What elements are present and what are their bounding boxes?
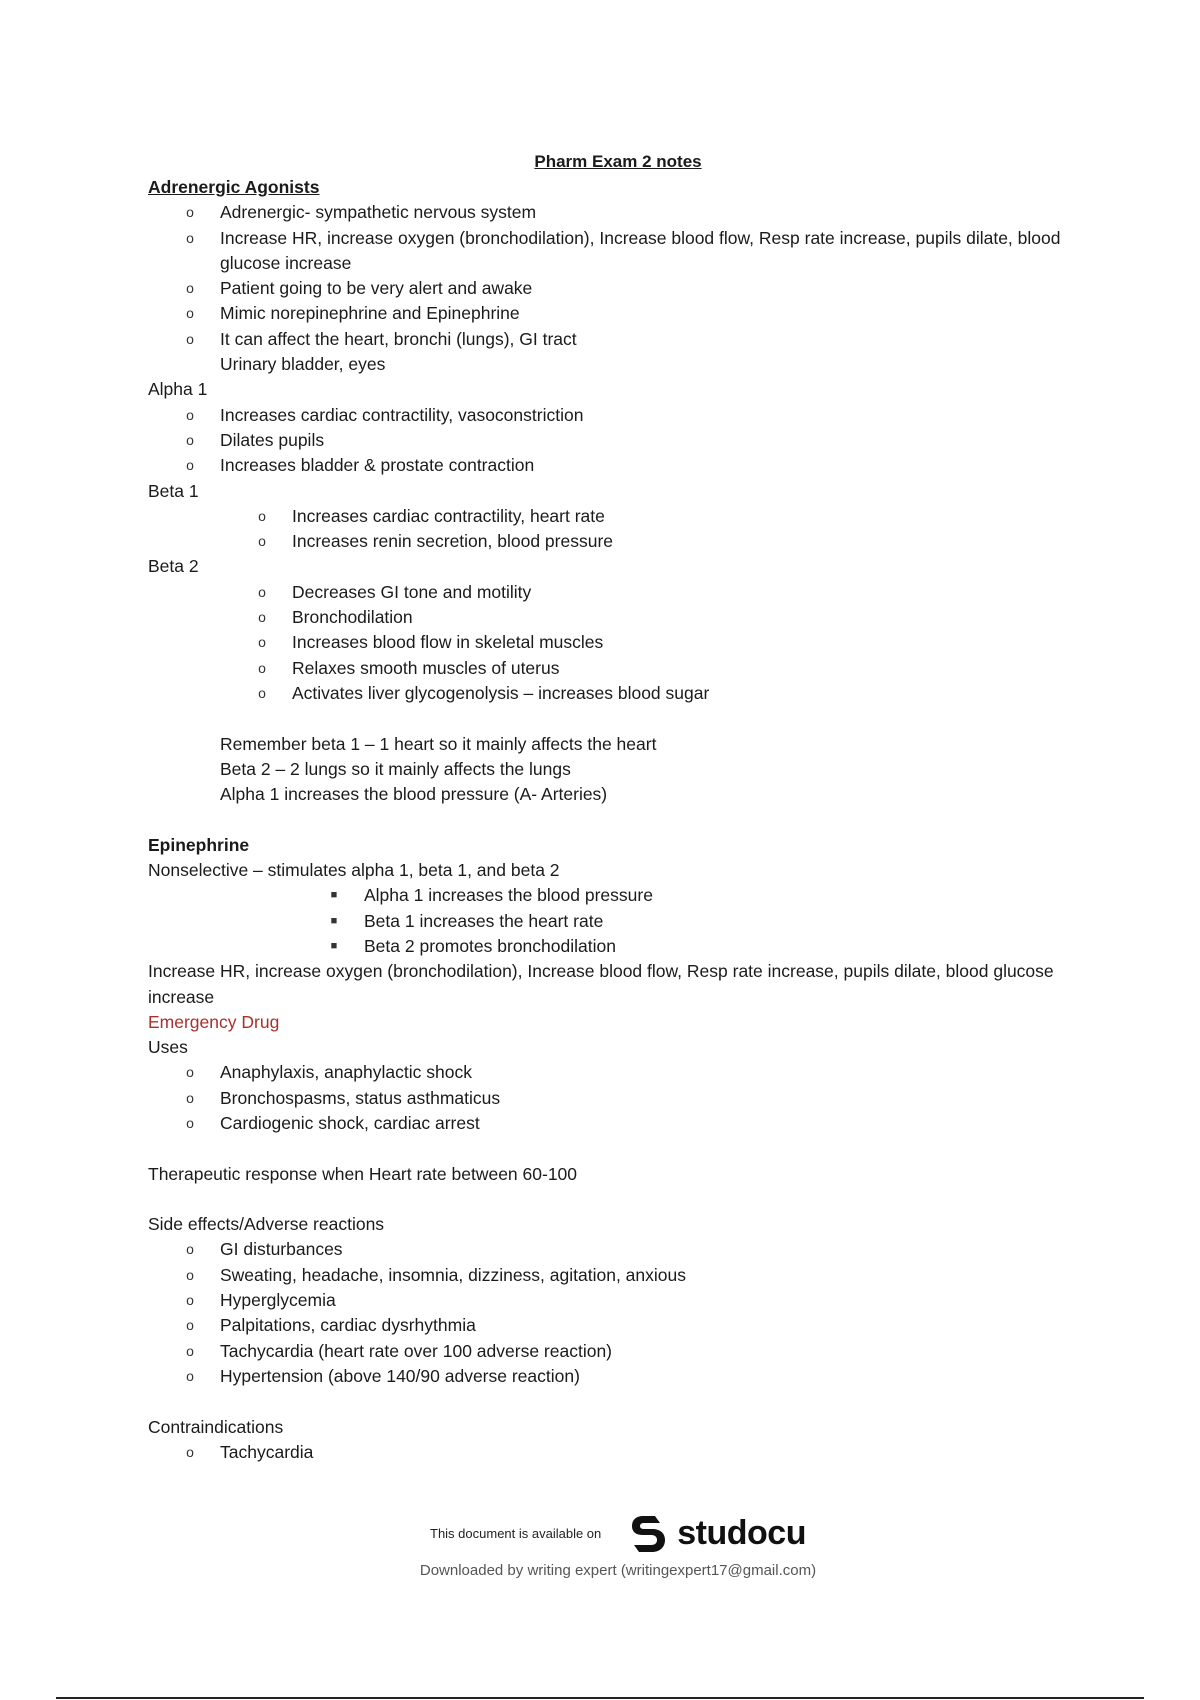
- list-item: o Increases blood flow in skeletal muscles: [148, 630, 1068, 655]
- contraindications-list: [148, 1440, 1068, 1465]
- circle-bullet-icon: o: [186, 330, 194, 347]
- downloaded-by-text: Downloaded by writing expert (writingexpert17@gmail.com): [419, 1562, 817, 1579]
- circle-bullet-icon: o: [186, 457, 194, 474]
- circle-bullet-icon: o: [258, 684, 266, 701]
- list-item: o Patient going to be very alert and awake: [148, 276, 1068, 301]
- list-item: o Increases renin secretion, blood pressure: [148, 529, 1068, 554]
- list-item: o Tachycardia (heart rate over 100 adverse reaction): [148, 1339, 1068, 1364]
- beta2-list: [148, 580, 1068, 706]
- circle-bullet-icon: o: [186, 280, 194, 297]
- circle-bullet-icon: o: [186, 1089, 194, 1106]
- side-effects-heading: Side effects/Adverse reactions: [148, 1214, 385, 1235]
- list-item: ■ Alpha 1 increases the blood pressure: [148, 883, 1068, 908]
- studocu-footer: [0, 1510, 1200, 1579]
- circle-bullet-icon: o: [258, 634, 266, 651]
- spacer: [148, 1136, 1068, 1161]
- list-item: ■ Beta 2 promotes bronchodilation: [148, 934, 1068, 959]
- list-item: o It can affect the heart, bronchi (lungs), GI tract: [148, 327, 1068, 352]
- circle-bullet-icon: o: [186, 1292, 194, 1309]
- list-item: o Adrenergic- sympathetic nervous system: [148, 200, 1068, 225]
- side-effects-list: [148, 1237, 1068, 1389]
- circle-bullet-icon: o: [258, 659, 266, 676]
- square-bullet-icon: ■: [330, 914, 338, 927]
- therapeutic-response: Therapeutic response when Heart rate between 60-100: [148, 1163, 578, 1184]
- alpha1-list: [148, 403, 1068, 479]
- list-item: o Mimic norepinephrine and Epinephrine: [148, 301, 1068, 326]
- circle-bullet-icon: o: [186, 1064, 194, 1081]
- circle-bullet-icon: o: [186, 229, 194, 246]
- circle-bullet-icon: o: [186, 1342, 194, 1359]
- contraindications-heading: Contraindications: [148, 1416, 284, 1437]
- list-item: o GI disturbances: [148, 1237, 1068, 1262]
- section-heading-beta1: Beta 1: [148, 480, 199, 501]
- list-item: o Hyperglycemia: [148, 1288, 1068, 1313]
- list-item: o Relaxes smooth muscles of uterus: [148, 656, 1068, 681]
- available-on-text: This document is available on: [430, 1525, 602, 1541]
- circle-bullet-icon: o: [186, 1266, 194, 1283]
- list-item: o Cardiogenic shock, cardiac arrest: [148, 1111, 1068, 1136]
- list-item: o Activates liver glycogenolysis – increases blood sugar: [148, 681, 1068, 706]
- circle-bullet-icon: o: [186, 204, 194, 221]
- circle-bullet-icon: o: [258, 583, 266, 600]
- list-item: o Sweating, headache, insomnia, dizziness, agitation, anxious: [148, 1263, 1068, 1288]
- epinephrine-subheading: Nonselective – stimulates alpha 1, beta 1, and beta 2: [148, 860, 560, 881]
- studocu-logo[interactable]: [625, 1510, 806, 1556]
- circle-bullet-icon: o: [258, 609, 266, 626]
- circle-bullet-icon: o: [258, 533, 266, 550]
- list-item: o Decreases GI tone and motility: [148, 580, 1068, 605]
- circle-bullet-icon: o: [186, 406, 194, 423]
- emergency-drug-label: Emergency Drug: [148, 1011, 280, 1032]
- epinephrine-effects: Increase HR, increase oxygen (bronchodilation), Increase blood flow, Resp rate increase, pupils dilate, blood glucose increase: [148, 961, 1054, 1007]
- circle-bullet-icon: o: [186, 305, 194, 322]
- studocu-wordmark: studocu: [677, 1513, 806, 1552]
- availability-row: [430, 1510, 806, 1556]
- spacer: [148, 1187, 1068, 1212]
- section-heading-adrenergic: Adrenergic Agonists: [148, 177, 320, 197]
- list-item: o Increases cardiac contractility, heart rate: [148, 504, 1068, 529]
- list-item: o Bronchospasms, status asthmaticus: [148, 1086, 1068, 1111]
- spacer: [148, 1389, 1068, 1414]
- spacer: [148, 807, 1068, 832]
- section-heading-alpha1: Alpha 1: [148, 379, 208, 400]
- notes-body: [148, 175, 1068, 1465]
- spacer: [148, 706, 1068, 731]
- section-heading-epinephrine: Epinephrine: [148, 834, 250, 855]
- circle-bullet-icon: o: [186, 1114, 194, 1131]
- document-title: Pharm Exam 2 notes: [534, 152, 702, 171]
- square-bullet-icon: ■: [330, 889, 338, 902]
- beta1-list: [148, 504, 1068, 555]
- list-item: o Increases bladder & prostate contraction: [148, 453, 1068, 478]
- uses-heading: Uses: [148, 1037, 188, 1058]
- list-item: ■ Beta 1 increases the heart rate: [148, 909, 1068, 934]
- page-bottom-rule: [56, 1697, 1144, 1699]
- adrenergic-continuation: Urinary bladder, eyes: [220, 354, 386, 375]
- circle-bullet-icon: o: [186, 1367, 194, 1384]
- circle-bullet-icon: o: [186, 431, 194, 448]
- circle-bullet-icon: o: [186, 1443, 194, 1460]
- epinephrine-receptor-list: [148, 883, 1068, 959]
- list-item: o Increase HR, increase oxygen (bronchodilation), Increase blood flow, Resp rate increase, pupils dilate, blood glucose increase: [148, 226, 1068, 277]
- remember-line: Beta 2 – 2 lungs so it mainly affects the lungs: [220, 758, 571, 779]
- list-item: o Tachycardia: [148, 1440, 1068, 1465]
- remember-line: Alpha 1 increases the blood pressure (A- Arteries): [220, 784, 608, 805]
- studocu-logo-icon: [625, 1510, 671, 1556]
- uses-list: [148, 1060, 1068, 1136]
- list-item: o Dilates pupils: [148, 428, 1068, 453]
- square-bullet-icon: ■: [330, 939, 338, 952]
- list-item: o Palpitations, cardiac dysrhythmia: [148, 1313, 1068, 1338]
- list-item: o Hypertension (above 140/90 adverse reaction): [148, 1364, 1068, 1389]
- circle-bullet-icon: o: [186, 1241, 194, 1258]
- list-item: o Bronchodilation: [148, 605, 1068, 630]
- list-item: o Increases cardiac contractility, vasoconstriction: [148, 403, 1068, 428]
- remember-line: Remember beta 1 – 1 heart so it mainly affects the heart: [220, 733, 657, 754]
- circle-bullet-icon: o: [186, 1317, 194, 1334]
- list-item: o Anaphylaxis, anaphylactic shock: [148, 1060, 1068, 1085]
- section-heading-beta2: Beta 2: [148, 556, 199, 577]
- circle-bullet-icon: o: [258, 507, 266, 524]
- adrenergic-list: [148, 200, 1068, 352]
